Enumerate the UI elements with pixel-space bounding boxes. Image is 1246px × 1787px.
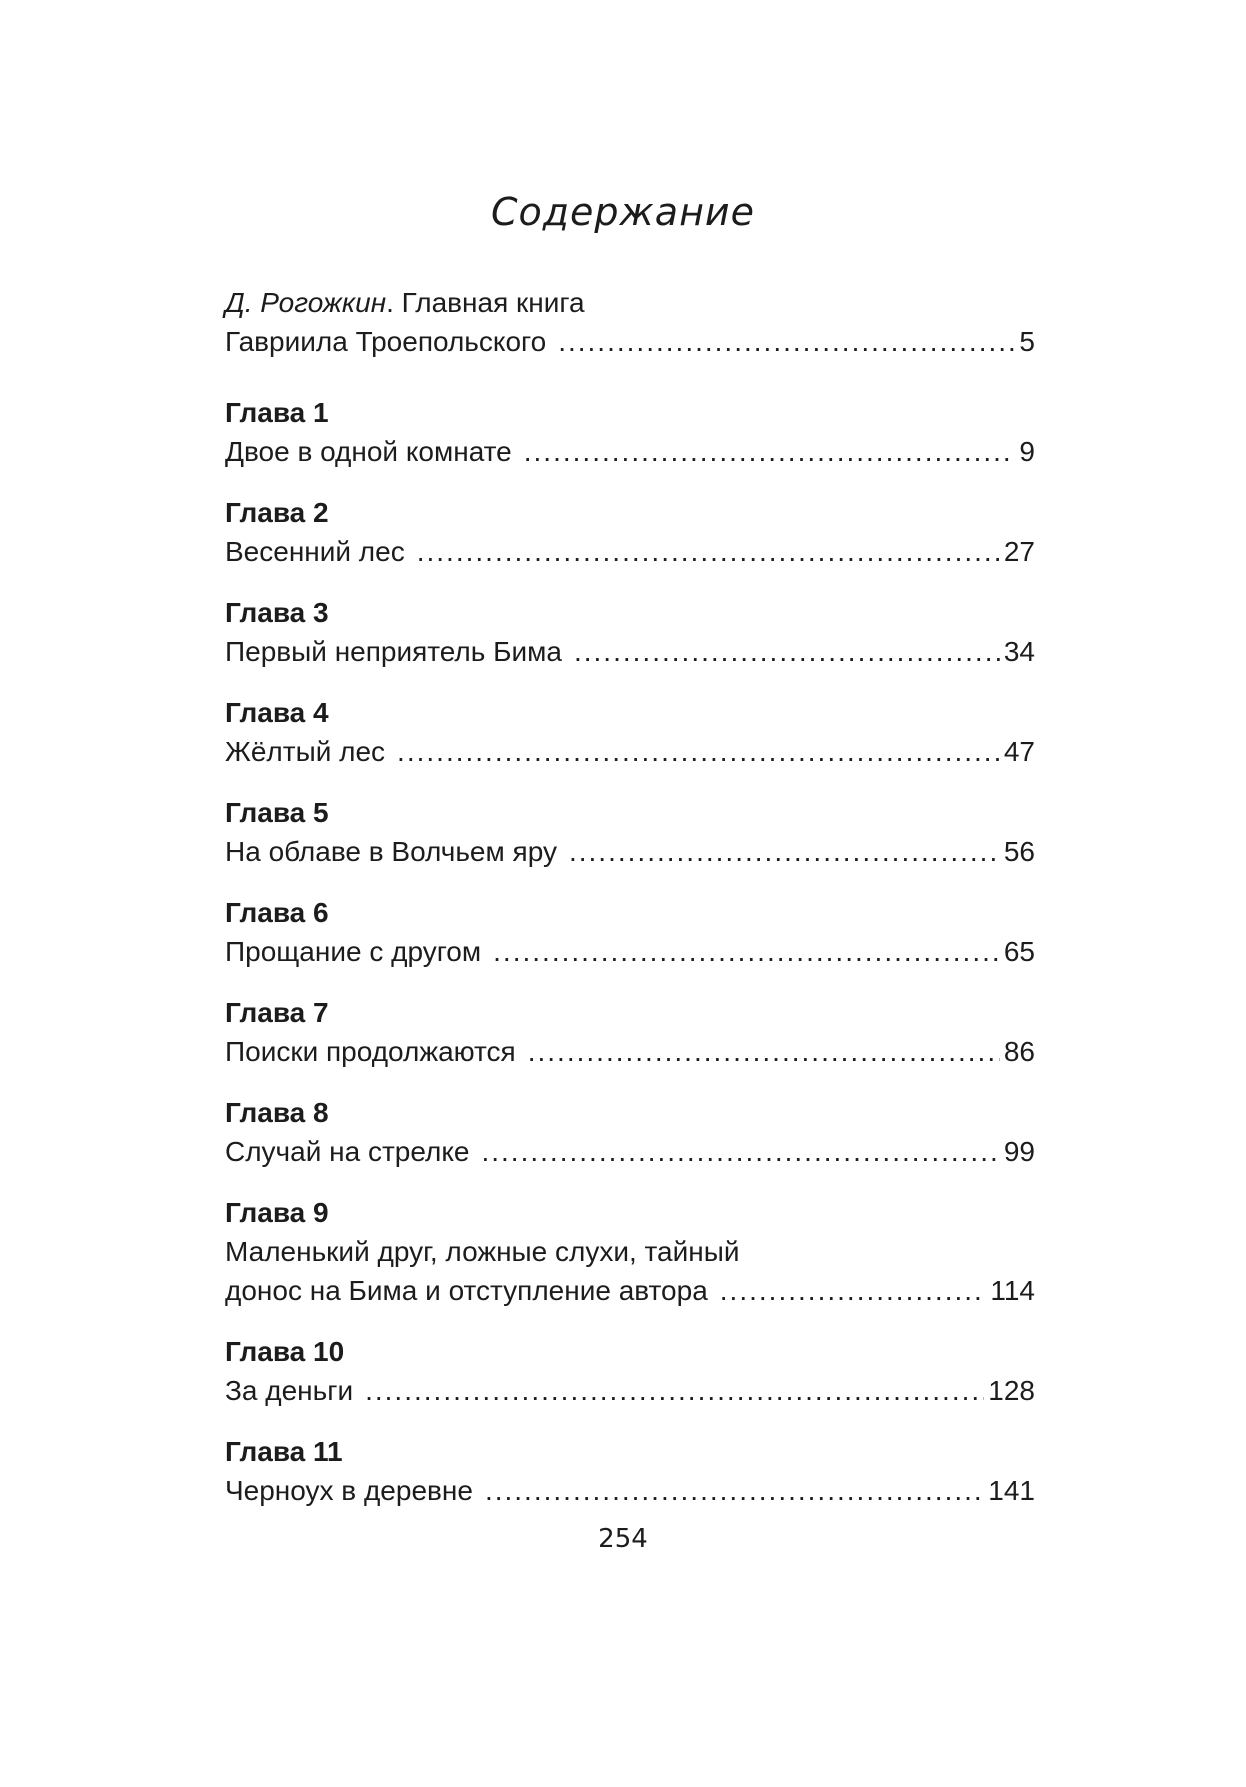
chapter-label: Глава 10 — [225, 1336, 345, 1367]
chapter-title-row — [225, 1032, 1035, 1071]
chapter-page-number: 141 — [988, 1475, 1035, 1506]
dot-leader — [397, 732, 1000, 771]
dot-leader — [417, 532, 1000, 571]
dot-leader — [485, 1471, 984, 1510]
toc-entry[interactable] — [225, 1193, 1035, 1310]
chapter-title: Весенний лес — [225, 536, 405, 567]
toc-entry[interactable] — [225, 593, 1035, 671]
toc-entry[interactable] — [225, 493, 1035, 571]
chapter-title-row — [225, 832, 1035, 871]
chapter-label: Глава 4 — [225, 697, 329, 728]
chapter-title-row — [225, 932, 1035, 971]
chapter-label: Глава 1 — [225, 397, 329, 428]
chapter-title: Жёлтый лес — [225, 736, 386, 767]
chapter-title-row — [225, 1132, 1035, 1171]
chapter-title: Поиски продолжаются — [225, 1036, 516, 1067]
chapter-title: Двое в одной комнате — [225, 436, 512, 467]
chapter-title: Первый неприятель Бима — [225, 636, 562, 667]
page-number: 254 — [598, 1524, 648, 1554]
chapter-title-row — [225, 532, 1035, 571]
chapter-page-number: 56 — [1003, 836, 1035, 867]
chapter-page-number: 65 — [1003, 936, 1035, 967]
toc-entry[interactable] — [225, 1093, 1035, 1171]
chapter-title: Прощание с другом — [225, 936, 482, 967]
chapter-label: Глава 5 — [225, 797, 329, 828]
dot-leader — [574, 632, 1000, 671]
chapter-label: Глава 6 — [225, 897, 329, 928]
table-of-contents — [225, 283, 1035, 1532]
chapter-page-number: 86 — [1003, 1036, 1035, 1067]
toc-entry[interactable] — [225, 693, 1035, 771]
chapter-label: Глава 8 — [225, 1097, 329, 1128]
chapter-title: донос на Бима и отступление автора — [225, 1275, 708, 1306]
chapter-title-row — [225, 1471, 1035, 1510]
page-title: Содержание — [491, 190, 755, 234]
dot-leader — [481, 1132, 999, 1171]
chapter-page-number: 34 — [1003, 636, 1035, 667]
toc-entry[interactable] — [225, 1432, 1035, 1510]
chapter-title-row — [225, 632, 1035, 671]
toc-entry[interactable] — [225, 993, 1035, 1071]
chapter-label: Глава 3 — [225, 597, 329, 628]
chapter-title-row — [225, 732, 1035, 771]
preface-title-start: . Главная книга — [386, 287, 585, 318]
preface-title-end: Гавриила Троепольского — [225, 326, 547, 357]
chapter-label: Глава 7 — [225, 997, 329, 1028]
dot-leader — [569, 832, 1000, 871]
chapter-title: За деньги — [225, 1375, 354, 1406]
toc-entry-preface[interactable] — [225, 283, 1035, 361]
chapter-page-number: 27 — [1003, 536, 1035, 567]
chapter-title: Черноух в деревне — [225, 1475, 473, 1506]
chapter-title-row — [225, 1371, 1035, 1410]
preface-title-line — [225, 322, 1035, 361]
chapter-title-row — [225, 432, 1035, 471]
dot-leader — [365, 1371, 984, 1410]
chapter-label: Глава 2 — [225, 497, 329, 528]
preface-page-number: 5 — [1019, 326, 1035, 357]
chapter-label: Глава 9 — [225, 1197, 329, 1228]
dot-leader — [524, 432, 1016, 471]
toc-entry[interactable] — [225, 893, 1035, 971]
dot-leader — [528, 1032, 1000, 1071]
chapter-page-number: 47 — [1003, 736, 1035, 767]
chapter-label: Глава 11 — [225, 1436, 343, 1467]
chapter-page-number: 9 — [1019, 436, 1035, 467]
dot-leader — [720, 1271, 987, 1310]
chapter-title-row — [225, 1271, 1035, 1310]
chapter-title: Случай на стрелке — [225, 1136, 470, 1167]
preface-heading-line — [225, 283, 1035, 322]
chapter-title-line: Маленький друг, ложные слухи, тайный — [225, 1236, 740, 1267]
chapter-page-number: 128 — [988, 1375, 1035, 1406]
dot-leader — [558, 322, 1015, 361]
dot-leader — [493, 932, 1000, 971]
chapter-title: На облаве в Волчьем яру — [225, 836, 557, 867]
toc-entry[interactable] — [225, 393, 1035, 471]
chapter-page-number: 99 — [1003, 1136, 1035, 1167]
chapter-list — [225, 393, 1035, 1510]
chapter-page-number: 114 — [990, 1275, 1035, 1306]
toc-entry[interactable] — [225, 793, 1035, 871]
toc-entry[interactable] — [225, 1332, 1035, 1410]
preface-author: Д. Рогожкин — [225, 287, 387, 318]
